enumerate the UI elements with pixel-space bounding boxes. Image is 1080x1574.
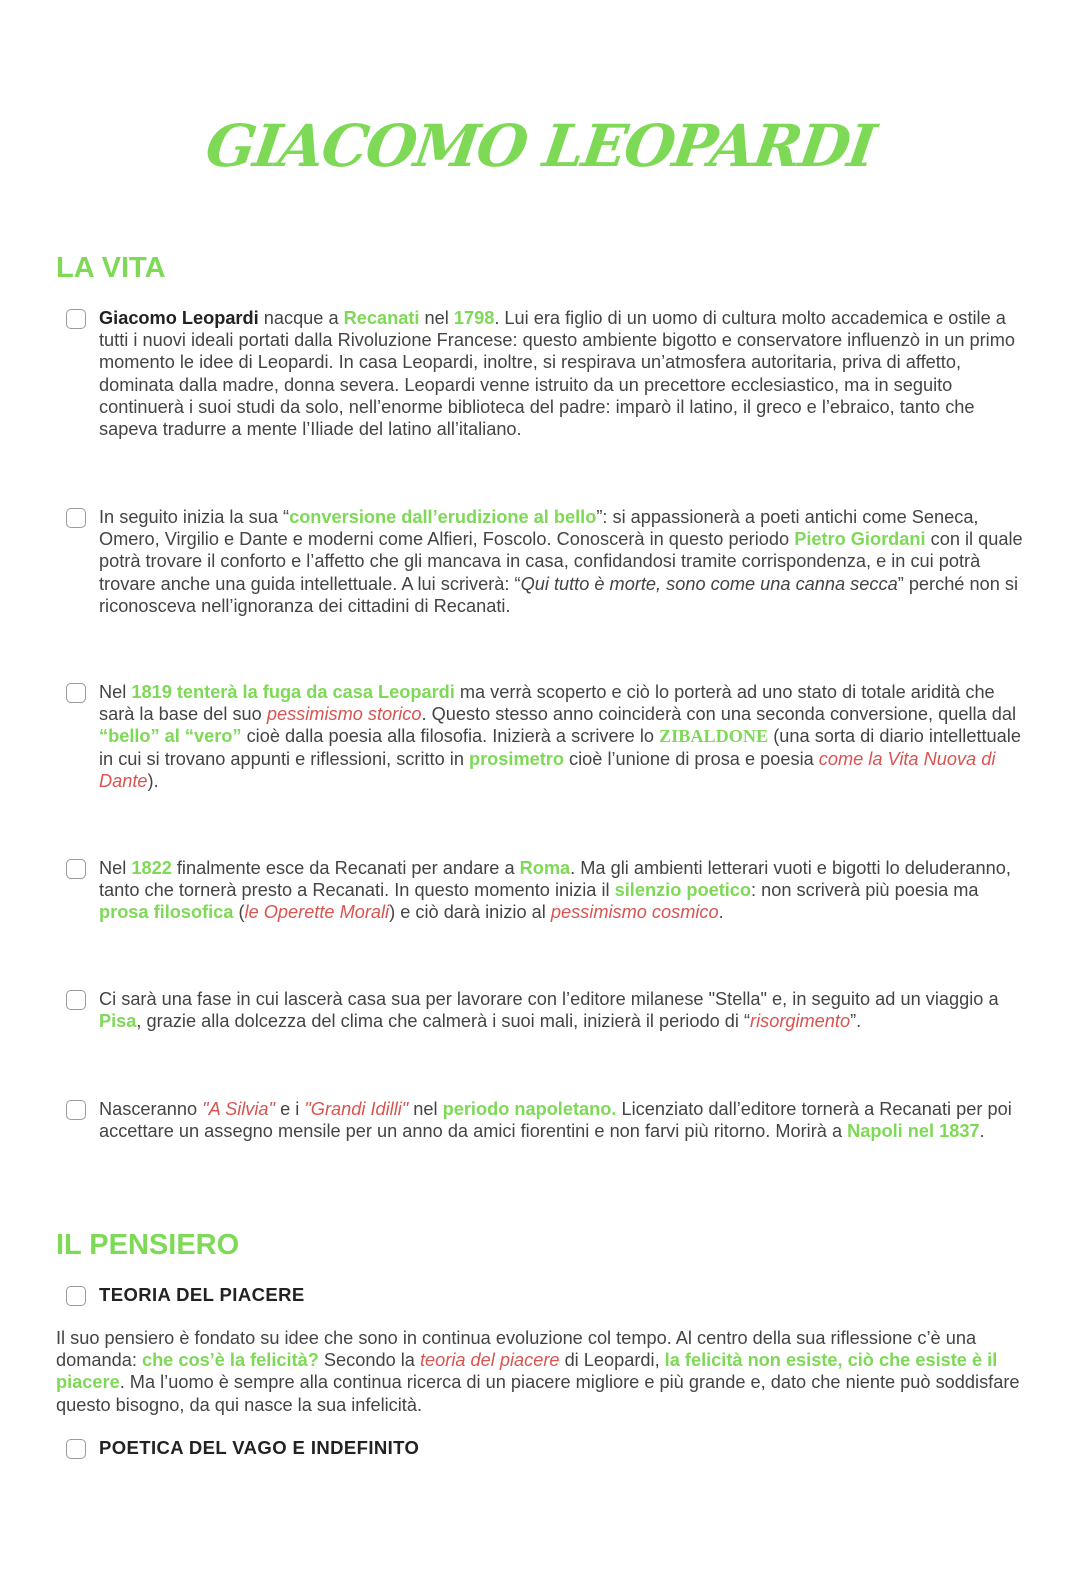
section-title-vita: LA VITA: [56, 252, 166, 284]
checkbox[interactable]: [66, 1439, 86, 1459]
paragraph: Nasceranno "A Silvia" e i "Grandi Idilli" nel periodo napoletano. Licenziato dall’editore tornerà a Recanati per poi accettare un assegno mensile per un anno da amici fiorentini e non farvi più ritorno. Morirà a Napoli nel 1837.: [99, 1099, 1012, 1142]
paragraph: Ci sarà una fase in cui lascerà casa sua per lavorare con l’editore milanese "Stella" e, in seguito ad un viaggio a Pisa, grazie alla dolcezza del clima che calmerà i suoi mali, inizierà il periodo di “risorgimento”.: [99, 989, 999, 1032]
page-title: GIACOMO LEOPARDI: [201, 112, 879, 180]
subheading-poetica-vago: [66, 1437, 1026, 1459]
checkbox[interactable]: [66, 859, 86, 879]
subheading-label: POETICA DEL VAGO E INDEFINITO: [99, 1437, 420, 1458]
checkbox[interactable]: [66, 309, 86, 329]
checkbox[interactable]: [66, 683, 86, 703]
paragraph: Nel 1819 tenterà la fuga da casa Leopardi ma verrà scoperto e ciò lo porterà ad uno stato di totale aridità che sarà la base del suo pessimismo storico. Questo stesso anno coinciderà con una seconda conversione, quella dal “bello” al “vero” cioè dalla poesia alla filosofia. Inizierà a scrivere lo ZIBALDONE (una sorta di diario intellettuale in cui si trovano appunti e riflessioni, scritto in prosimetro cioè l’unione di prosa e poesia come la Vita Nuova di Dante).: [99, 682, 1021, 791]
checkbox[interactable]: [66, 508, 86, 528]
checkbox[interactable]: [66, 1286, 86, 1306]
checkbox[interactable]: [66, 990, 86, 1010]
paragraph: Il suo pensiero è fondato su idee che sono in continua evoluzione col tempo. Al centro della sua riflessione c’è una domanda: che cos’è la felicità? Secondo la teoria del piacere di Leopardi, la felicità non esiste, ciò che esiste è il piacere. Ma l’uomo è sempre alla continua ricerca di un piacere migliore e più grande e, dato che niente può soddisfare questo bisogno, da qui nasce la sua infelicità.: [56, 1328, 1020, 1415]
paragraph: Giacomo Leopardi nacque a Recanati nel 1798. Lui era figlio di un uomo di cultura molto accademica e ostile a tutti i nuovi ideali portati dalla Rivoluzione Francese: questo ambiente bigotto e conservatore influenzò in un primo momento le idee di Leopardi. In casa Leopardi, inoltre, si respirava un’atmosfera autoritaria, priva di affetto, dominata dalla madre, donna severa. Leopardi venne istruito da un precettore ecclesiastico, ma in seguito continuerà i suoi studi da solo, nell’enorme biblioteca del padre: imparò il latino, il greco e l’ebraico, tanto che sapeva tradurre a mente l’Iliade del latino all’italiano.: [99, 308, 1015, 440]
list-item: [66, 1098, 1026, 1142]
list-item: [66, 307, 1026, 440]
paragraph: Nel 1822 finalmente esce da Recanati per andare a Roma. Ma gli ambienti letterari vuoti e bigotti lo deluderanno, tanto che tornerà presto a Recanati. In questo momento inizia il silenzio poetico: non scriverà più poesia ma prosa filosofica (le Operette Morali) e ciò darà inizio al pessimismo cosmico.: [99, 858, 1011, 923]
subheading-teoria-piacere: [66, 1284, 1026, 1306]
paragraph: In seguito inizia la sua “conversione dall’erudizione al bello”: si appassionerà a poeti antichi come Seneca, Omero, Virgilio e Dante e moderni come Alfieri, Foscolo. Conoscerà in questo periodo Pietro Giordani con il quale potrà trovare il conforto e l’affetto che gli mancava in casa, confidandosi tramite corrispondenza, e in cui potrà trovare anche una guida intellettuale. A lui scriverà: “Qui tutto è morte, sono come una canna secca” perché non si riconosceva nell’ignoranza dei cittadini di Recanati.: [99, 507, 1023, 616]
list-item: [66, 988, 1026, 1032]
list-item: [66, 681, 1026, 792]
list-item: [66, 857, 1026, 924]
section-title-pensiero: IL PENSIERO: [56, 1229, 240, 1261]
checkbox[interactable]: [66, 1100, 86, 1120]
subheading-label: TEORIA DEL PIACERE: [99, 1284, 305, 1305]
list-item: [66, 506, 1026, 617]
